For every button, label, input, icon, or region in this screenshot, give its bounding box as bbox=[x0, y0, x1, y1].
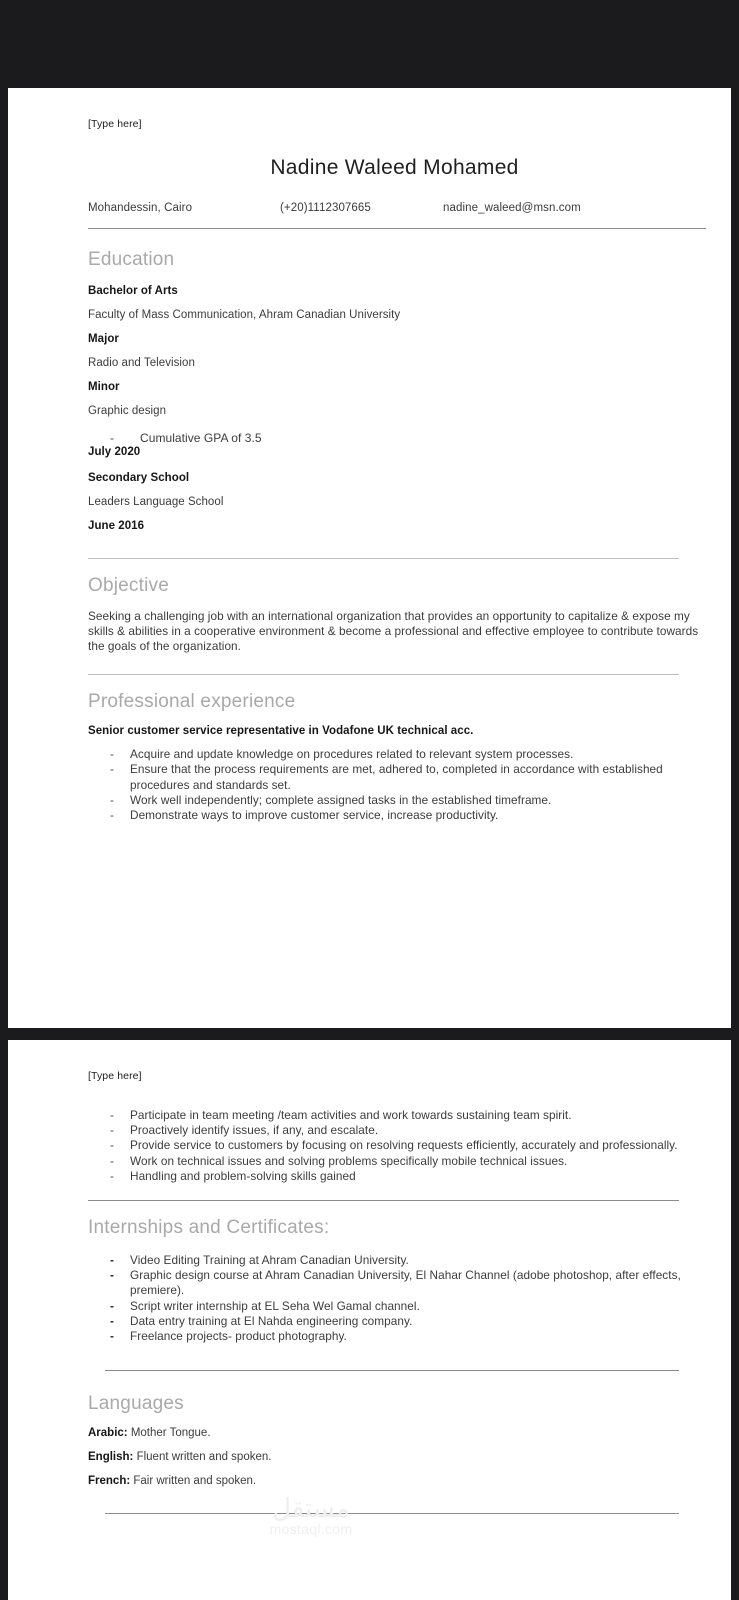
contact-email: nadine_waleed@msn.com bbox=[443, 202, 581, 214]
education-major-value: Radio and Television bbox=[88, 357, 195, 369]
language-level: Fluent written and spoken. bbox=[133, 1451, 272, 1464]
education-school-label: Secondary School bbox=[88, 472, 190, 485]
watermark-url: mostaql.com bbox=[269, 1521, 353, 1537]
languages-divider-bottom bbox=[105, 1513, 679, 1514]
language-row bbox=[88, 1427, 701, 1439]
list-item: - Work on technical issues and solving problems specifically mobile technical issues. bbox=[88, 1154, 701, 1169]
section-heading-objective: Objective bbox=[88, 575, 170, 597]
internships-list bbox=[88, 1253, 701, 1344]
header-placeholder-page2: [Type here] bbox=[88, 1070, 142, 1082]
list-item: - Provide service to customers by focusing on resolving requests efficiently, accurately and professionally. bbox=[88, 1138, 701, 1153]
document-page-2 bbox=[8, 1040, 731, 1600]
education-school-date: June 2016 bbox=[88, 520, 145, 533]
section-heading-languages: Languages bbox=[88, 1393, 184, 1415]
document-page-1 bbox=[8, 88, 731, 1028]
language-name: Arabic: bbox=[88, 1427, 128, 1440]
language-level: Fair written and spoken. bbox=[130, 1475, 257, 1488]
education-school-value: Leaders Language School bbox=[88, 496, 224, 509]
candidate-name: Nadine Waleed Mohamed bbox=[270, 156, 519, 179]
top-dark-bar bbox=[0, 0, 739, 88]
list-item: - Proactively identify issues, if any, and escalate. bbox=[88, 1123, 701, 1138]
list-item: - Handling and problem-solving skills gained bbox=[88, 1169, 701, 1184]
education-gpa-list bbox=[88, 431, 701, 446]
section-heading-education: Education bbox=[88, 249, 175, 270]
education-major-label: Major bbox=[88, 333, 119, 345]
education-degree-date: July 2020 bbox=[88, 446, 141, 459]
language-level: Mother Tongue. bbox=[127, 1427, 211, 1440]
list-item: - Cumulative GPA of 3.5 bbox=[88, 431, 701, 446]
experience-bullets-page2 bbox=[88, 1108, 701, 1184]
page-break-gap bbox=[0, 1028, 739, 1040]
list-item: - Acquire and update knowledge on procedures related to relevant system processes. bbox=[88, 747, 701, 762]
experience-bullets-page1 bbox=[88, 747, 701, 823]
section-heading-internships: Internships and Certificates: bbox=[88, 1217, 330, 1239]
section-heading-experience: Professional experience bbox=[88, 691, 296, 713]
list-item: - Data entry training at El Nahda engineering company. bbox=[88, 1314, 701, 1329]
education-minor-value: Graphic design bbox=[88, 405, 167, 417]
contact-phone: (+20)1112307665 bbox=[280, 202, 371, 214]
list-item: - Work well independently; complete assigned tasks in the established timeframe. bbox=[88, 793, 701, 808]
list-item: - Video Editing Training at Ahram Canadian University. bbox=[88, 1253, 701, 1268]
list-item: - Ensure that the process requirements are met, adhered to, completed in accordance with established procedures and standards set. bbox=[88, 762, 701, 792]
language-name: French: bbox=[88, 1475, 131, 1488]
language-row bbox=[88, 1451, 701, 1463]
list-item: - Script writer internship at EL Seha Wel Gamal channel. bbox=[88, 1299, 701, 1314]
list-item: - Graphic design course at Ahram Canadian University, El Nahar Channel (adobe photoshop, after effects, premiere). bbox=[88, 1268, 701, 1298]
language-row bbox=[88, 1475, 701, 1487]
languages-list bbox=[88, 1427, 701, 1487]
list-item: - Participate in team meeting /team activities and work towards sustaining team spirit. bbox=[88, 1108, 701, 1123]
objective-body: Seeking a challenging job with an international organization that provides an opportunity to capitalize & expose my skills & abilities in a cooperative environment & become a professional and effective employee to contribute towards the goals of the organization. bbox=[88, 609, 699, 654]
language-name: English: bbox=[88, 1451, 134, 1464]
experience-job-title: Senior customer service representative in Vodafone UK technical acc. bbox=[88, 725, 474, 738]
watermark-arabic-text: مستقل bbox=[272, 1493, 350, 1523]
contact-row bbox=[88, 202, 701, 214]
education-degree-detail: Faculty of Mass Communication, Ahram Canadian University bbox=[88, 309, 401, 321]
list-item: - Demonstrate ways to improve customer service, increase productivity. bbox=[88, 808, 701, 823]
contact-location: Mohandessin, Cairo bbox=[88, 202, 193, 214]
header-placeholder-page1: [Type here] bbox=[88, 118, 142, 130]
education-degree-label: Bachelor of Arts bbox=[88, 285, 178, 297]
list-item: - Freelance projects- product photography. bbox=[88, 1329, 701, 1344]
education-minor-label: Minor bbox=[88, 381, 120, 393]
